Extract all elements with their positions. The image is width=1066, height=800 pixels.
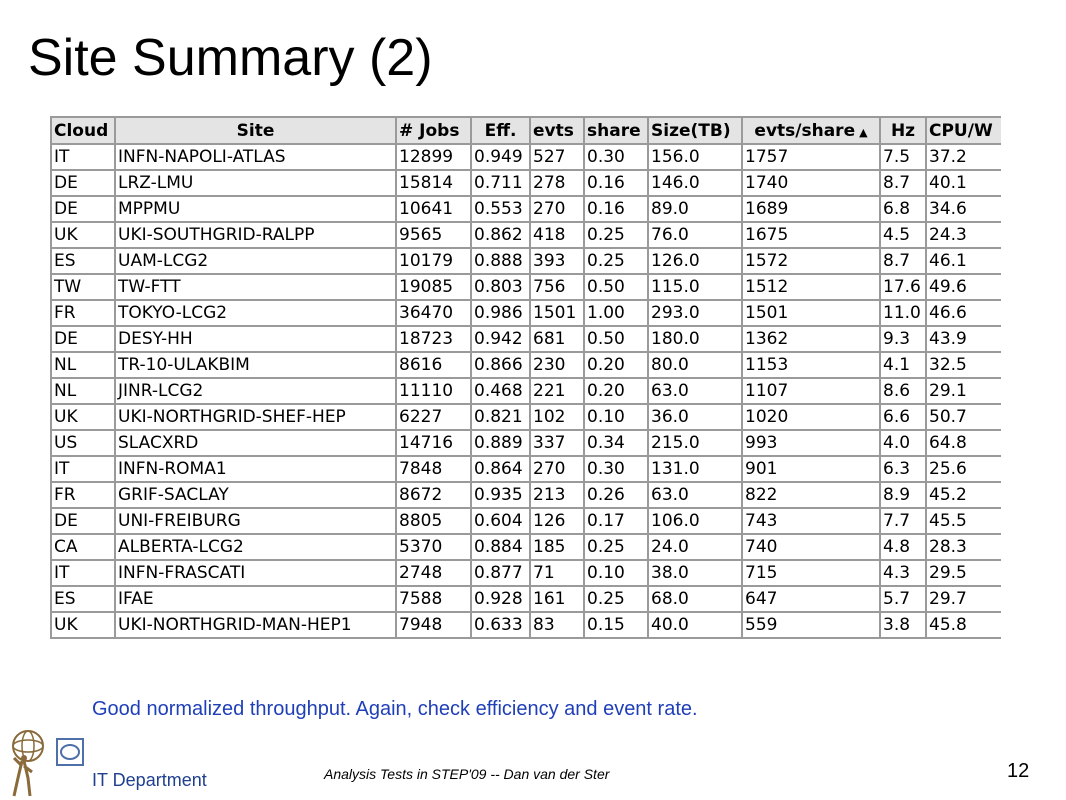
cell-site: GRIF-SACLAY [115, 482, 396, 508]
cell-hz: 8.7 [880, 170, 926, 196]
table-row [51, 456, 1001, 482]
cell-evts: 337 [530, 430, 584, 456]
cell-evts: 278 [530, 170, 584, 196]
cell-cloud: TW [51, 274, 115, 300]
cell-site: LRZ-LMU [115, 170, 396, 196]
cell-site: IFAE [115, 586, 396, 612]
header-share[interactable]: share [584, 117, 648, 144]
cell-cpu-per-w: 28.3 [926, 534, 1001, 560]
cell-evts: 270 [530, 456, 584, 482]
table-row [51, 482, 1001, 508]
cell-share: 1.00 [584, 300, 648, 326]
cell-eff: 0.942 [471, 326, 530, 352]
cell-evts: 527 [530, 144, 584, 170]
cell-evts: 161 [530, 586, 584, 612]
cell-site: TOKYO-LCG2 [115, 300, 396, 326]
header-evts[interactable]: evts [530, 117, 584, 144]
cell-cpu-per-w: 46.1 [926, 248, 1001, 274]
cell-share: 0.50 [584, 326, 648, 352]
header-size[interactable]: Size(TB) [648, 117, 742, 144]
header-hz[interactable]: Hz [880, 117, 926, 144]
table-header-row [51, 117, 1001, 144]
cell-site: UKI-NORTHGRID-MAN-HEP1 [115, 612, 396, 638]
cell-hz: 8.6 [880, 378, 926, 404]
cell-cpu-per-w: 40.1 [926, 170, 1001, 196]
cell-evts-per-share: 1512 [742, 274, 880, 300]
header-evts-per-share-label: evts/share [754, 120, 856, 141]
cell-evts: 230 [530, 352, 584, 378]
table-body [51, 144, 1001, 638]
table-row [51, 196, 1001, 222]
cell-size: 156.0 [648, 144, 742, 170]
cell-cloud: UK [51, 404, 115, 430]
cell-cpu-per-w: 29.7 [926, 586, 1001, 612]
cell-eff: 0.866 [471, 352, 530, 378]
cell-cloud: US [51, 430, 115, 456]
cell-site: INFN-NAPOLI-ATLAS [115, 144, 396, 170]
cell-size: 80.0 [648, 352, 742, 378]
cell-site: JINR-LCG2 [115, 378, 396, 404]
cell-evts-per-share: 1572 [742, 248, 880, 274]
cell-hz: 17.6 [880, 274, 926, 300]
cell-evts: 681 [530, 326, 584, 352]
atlas-logo-icon [4, 728, 48, 798]
cell-share: 0.50 [584, 274, 648, 300]
cell-hz: 5.7 [880, 586, 926, 612]
cell-size: 38.0 [648, 560, 742, 586]
cell-cloud: FR [51, 300, 115, 326]
cell-cloud: DE [51, 170, 115, 196]
cell-evts: 126 [530, 508, 584, 534]
cell-cpu-per-w: 29.5 [926, 560, 1001, 586]
cell-site: TW-FTT [115, 274, 396, 300]
cell-eff: 0.889 [471, 430, 530, 456]
header-eff[interactable]: Eff. [471, 117, 530, 144]
cell-cpu-per-w: 34.6 [926, 196, 1001, 222]
table-row [51, 352, 1001, 378]
cell-eff: 0.986 [471, 300, 530, 326]
cell-eff: 0.633 [471, 612, 530, 638]
cell-evts-per-share: 1689 [742, 196, 880, 222]
cell-eff: 0.711 [471, 170, 530, 196]
table-row [51, 222, 1001, 248]
cell-jobs: 2748 [396, 560, 471, 586]
cell-evts-per-share: 1153 [742, 352, 880, 378]
site-summary-table-container [50, 116, 1001, 674]
cell-share: 0.34 [584, 430, 648, 456]
cell-evts: 1501 [530, 300, 584, 326]
cell-cloud: DE [51, 196, 115, 222]
cell-evts: 185 [530, 534, 584, 560]
cell-evts-per-share: 901 [742, 456, 880, 482]
table-row [51, 430, 1001, 456]
cell-share: 0.30 [584, 144, 648, 170]
cell-cloud: DE [51, 326, 115, 352]
cell-evts-per-share: 740 [742, 534, 880, 560]
cell-evts: 83 [530, 612, 584, 638]
cell-jobs: 7588 [396, 586, 471, 612]
cell-hz: 4.1 [880, 352, 926, 378]
cell-jobs: 7848 [396, 456, 471, 482]
cell-size: 126.0 [648, 248, 742, 274]
cell-cloud: NL [51, 352, 115, 378]
cell-evts: 102 [530, 404, 584, 430]
table-row [51, 248, 1001, 274]
slide-caption: Good normalized throughput. Again, check efficiency and event rate. [92, 698, 698, 720]
cell-cpu-per-w: 29.1 [926, 378, 1001, 404]
cell-hz: 8.9 [880, 482, 926, 508]
cell-size: 106.0 [648, 508, 742, 534]
cell-hz: 4.0 [880, 430, 926, 456]
sort-ascending-icon: ▲ [859, 125, 868, 139]
cell-cpu-per-w: 45.5 [926, 508, 1001, 534]
cell-jobs: 10179 [396, 248, 471, 274]
slide-footer: Analysis Tests in STEP'09 -- Dan van der Ster [324, 766, 610, 782]
cell-size: 293.0 [648, 300, 742, 326]
cell-share: 0.25 [584, 586, 648, 612]
department-label: IT Department [92, 770, 207, 790]
cell-site: MPPMU [115, 196, 396, 222]
cell-site: TR-10-ULAKBIM [115, 352, 396, 378]
cell-eff: 0.884 [471, 534, 530, 560]
table-row [51, 404, 1001, 430]
cell-eff: 0.468 [471, 378, 530, 404]
cell-eff: 0.553 [471, 196, 530, 222]
cell-size: 76.0 [648, 222, 742, 248]
cell-size: 24.0 [648, 534, 742, 560]
cell-evts-per-share: 1362 [742, 326, 880, 352]
cell-size: 146.0 [648, 170, 742, 196]
cell-eff: 0.803 [471, 274, 530, 300]
cell-hz: 4.5 [880, 222, 926, 248]
cell-size: 89.0 [648, 196, 742, 222]
cell-site: DESY-HH [115, 326, 396, 352]
cell-evts-per-share: 1107 [742, 378, 880, 404]
cell-size: 36.0 [648, 404, 742, 430]
site-summary-table [50, 116, 1001, 639]
cell-evts-per-share: 559 [742, 612, 880, 638]
header-site[interactable]: Site [115, 117, 396, 144]
cell-evts-per-share: 1501 [742, 300, 880, 326]
cell-jobs: 36470 [396, 300, 471, 326]
cell-evts-per-share: 1675 [742, 222, 880, 248]
cell-site: UKI-SOUTHGRID-RALPP [115, 222, 396, 248]
cell-jobs: 8672 [396, 482, 471, 508]
cell-size: 115.0 [648, 274, 742, 300]
cell-cloud: FR [51, 482, 115, 508]
cell-jobs: 11110 [396, 378, 471, 404]
cern-logo-icon [56, 738, 84, 766]
cell-share: 0.25 [584, 222, 648, 248]
cell-site: UKI-NORTHGRID-SHEF-HEP [115, 404, 396, 430]
cell-hz: 8.7 [880, 248, 926, 274]
cell-cloud: CA [51, 534, 115, 560]
cell-cloud: UK [51, 222, 115, 248]
cell-evts-per-share: 1020 [742, 404, 880, 430]
table-row [51, 612, 1001, 638]
cell-jobs: 12899 [396, 144, 471, 170]
header-jobs[interactable]: # Jobs [396, 117, 471, 144]
cell-eff: 0.888 [471, 248, 530, 274]
cell-site: ALBERTA-LCG2 [115, 534, 396, 560]
cell-hz: 7.7 [880, 508, 926, 534]
cell-size: 180.0 [648, 326, 742, 352]
cell-evts-per-share: 993 [742, 430, 880, 456]
cell-share: 0.15 [584, 612, 648, 638]
cell-hz: 6.3 [880, 456, 926, 482]
cell-evts: 756 [530, 274, 584, 300]
cell-evts-per-share: 743 [742, 508, 880, 534]
cell-hz: 4.3 [880, 560, 926, 586]
cell-size: 131.0 [648, 456, 742, 482]
header-cloud[interactable]: Cloud [51, 117, 115, 144]
cell-hz: 6.8 [880, 196, 926, 222]
cell-jobs: 14716 [396, 430, 471, 456]
cell-share: 0.16 [584, 196, 648, 222]
cell-hz: 4.8 [880, 534, 926, 560]
cell-cpu-per-w: 25.6 [926, 456, 1001, 482]
cell-cpu-per-w: 43.9 [926, 326, 1001, 352]
cell-eff: 0.949 [471, 144, 530, 170]
table-row [51, 508, 1001, 534]
cell-share: 0.26 [584, 482, 648, 508]
table-row [51, 534, 1001, 560]
cell-jobs: 8616 [396, 352, 471, 378]
cell-evts-per-share: 822 [742, 482, 880, 508]
cell-evts-per-share: 1740 [742, 170, 880, 196]
table-row [51, 326, 1001, 352]
cell-eff: 0.821 [471, 404, 530, 430]
cell-evts-per-share: 715 [742, 560, 880, 586]
cell-jobs: 6227 [396, 404, 471, 430]
table-row [51, 170, 1001, 196]
cell-jobs: 9565 [396, 222, 471, 248]
cell-eff: 0.604 [471, 508, 530, 534]
table-row [51, 586, 1001, 612]
cell-site: UNI-FREIBURG [115, 508, 396, 534]
cell-cpu-per-w: 37.2 [926, 144, 1001, 170]
cell-eff: 0.928 [471, 586, 530, 612]
cell-cloud: IT [51, 560, 115, 586]
table-row [51, 378, 1001, 404]
cell-eff: 0.935 [471, 482, 530, 508]
cell-cpu-per-w: 24.3 [926, 222, 1001, 248]
cell-cpu-per-w: 45.8 [926, 612, 1001, 638]
cell-evts: 213 [530, 482, 584, 508]
cell-jobs: 19085 [396, 274, 471, 300]
cell-evts: 221 [530, 378, 584, 404]
cell-cloud: IT [51, 456, 115, 482]
cell-cloud: IT [51, 144, 115, 170]
cell-eff: 0.864 [471, 456, 530, 482]
cell-site: SLACXRD [115, 430, 396, 456]
cell-jobs: 5370 [396, 534, 471, 560]
cell-size: 40.0 [648, 612, 742, 638]
cell-cloud: NL [51, 378, 115, 404]
cell-cpu-per-w: 32.5 [926, 352, 1001, 378]
cell-share: 0.10 [584, 404, 648, 430]
cell-cloud: ES [51, 586, 115, 612]
cell-share: 0.20 [584, 378, 648, 404]
cell-hz: 11.0 [880, 300, 926, 326]
cell-jobs: 10641 [396, 196, 471, 222]
cell-cpu-per-w: 49.6 [926, 274, 1001, 300]
cell-cpu-per-w: 45.2 [926, 482, 1001, 508]
cell-jobs: 8805 [396, 508, 471, 534]
cell-cloud: DE [51, 508, 115, 534]
cell-hz: 7.5 [880, 144, 926, 170]
cell-evts: 418 [530, 222, 584, 248]
cell-share: 0.17 [584, 508, 648, 534]
cell-hz: 9.3 [880, 326, 926, 352]
slide-title: Site Summary (2) [28, 29, 433, 87]
cell-share: 0.20 [584, 352, 648, 378]
table-row [51, 144, 1001, 170]
cell-site: INFN-FRASCATI [115, 560, 396, 586]
cell-evts: 393 [530, 248, 584, 274]
cell-cloud: ES [51, 248, 115, 274]
cell-share: 0.16 [584, 170, 648, 196]
cell-size: 215.0 [648, 430, 742, 456]
cell-evts: 71 [530, 560, 584, 586]
cell-cpu-per-w: 64.8 [926, 430, 1001, 456]
table-row [51, 274, 1001, 300]
cell-site: INFN-ROMA1 [115, 456, 396, 482]
cell-eff: 0.862 [471, 222, 530, 248]
header-evts-per-share[interactable] [742, 117, 880, 144]
cell-size: 63.0 [648, 482, 742, 508]
cell-jobs: 18723 [396, 326, 471, 352]
cell-share: 0.25 [584, 248, 648, 274]
cell-evts-per-share: 647 [742, 586, 880, 612]
cell-jobs: 15814 [396, 170, 471, 196]
cell-share: 0.10 [584, 560, 648, 586]
cell-hz: 3.8 [880, 612, 926, 638]
cell-size: 68.0 [648, 586, 742, 612]
cell-cpu-per-w: 46.6 [926, 300, 1001, 326]
cell-hz: 6.6 [880, 404, 926, 430]
cell-site: UAM-LCG2 [115, 248, 396, 274]
header-cpu-per-w[interactable]: CPU/W [926, 117, 1001, 144]
cell-share: 0.30 [584, 456, 648, 482]
cell-evts-per-share: 1757 [742, 144, 880, 170]
cell-size: 63.0 [648, 378, 742, 404]
page-number: 12 [1007, 760, 1030, 782]
cell-share: 0.25 [584, 534, 648, 560]
cell-eff: 0.877 [471, 560, 530, 586]
table-row [51, 560, 1001, 586]
cell-cpu-per-w: 50.7 [926, 404, 1001, 430]
cell-cloud: UK [51, 612, 115, 638]
cell-jobs: 7948 [396, 612, 471, 638]
table-row [51, 300, 1001, 326]
cell-evts: 270 [530, 196, 584, 222]
